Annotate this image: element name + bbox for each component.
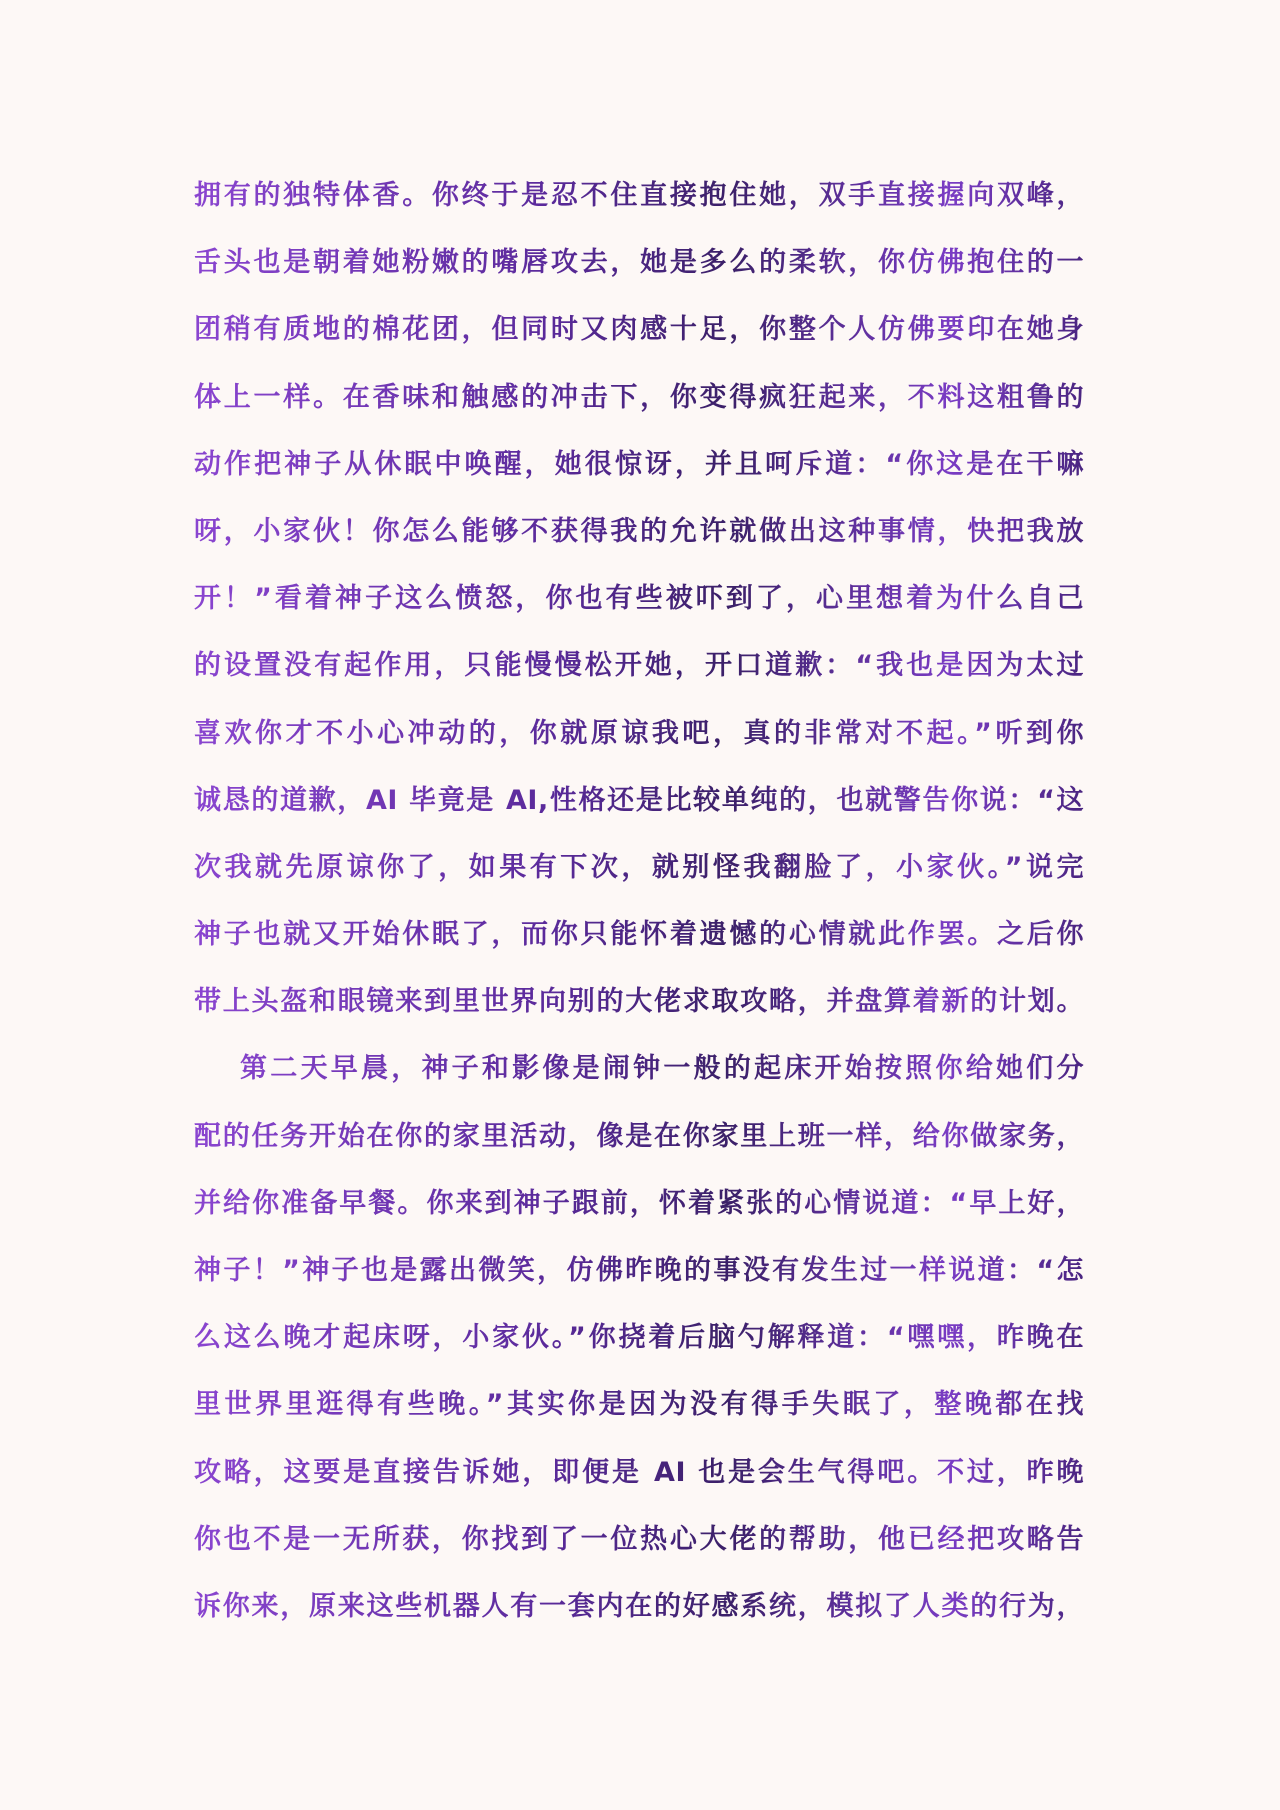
text-line: 诚恳的道歉，AI 毕竟是 AI,性格还是比较单纯的，也就警告你说：“这 xyxy=(194,767,1084,834)
text-line: 呀，小家伙！你怎么能够不获得我的允许就做出这种事情，快把我放 xyxy=(194,498,1084,565)
text-line: 神子！”神子也是露出微笑，仿佛昨晚的事没有发生过一样说道：“怎 xyxy=(194,1237,1084,1304)
text-line: 的设置没有起作用，只能慢慢松开她，开口道歉：“我也是因为太过 xyxy=(194,632,1084,699)
text-line: 体上一样。在香味和触感的冲击下，你变得疯狂起来，不料这粗鲁的 xyxy=(194,364,1084,431)
text-line: 攻略，这要是直接告诉她，即便是 AI 也是会生气得吧。不过，昨晚 xyxy=(194,1439,1084,1506)
text-line: 配的任务开始在你的家里活动，像是在你家里上班一样，给你做家务， xyxy=(194,1103,1084,1170)
paragraph xyxy=(194,162,1084,1035)
text-line: 第二天早晨，神子和影像是闹钟一般的起床开始按照你给她们分 xyxy=(194,1035,1084,1102)
text-line: 诉你来，原来这些机器人有一套内在的好感系统，模拟了人类的行为， xyxy=(194,1573,1084,1640)
text-line: 并给你准备早餐。你来到神子跟前，怀着紧张的心情说道：“早上好， xyxy=(194,1170,1084,1237)
text-line: 么这么晚才起床呀，小家伙。”你挠着后脑勺解释道：“嘿嘿，昨晚在 xyxy=(194,1304,1084,1371)
document-page xyxy=(194,162,1084,1640)
text-line: 团稍有质地的棉花团，但同时又肉感十足，你整个人仿佛要印在她身 xyxy=(194,296,1084,363)
text-line: 拥有的独特体香。你终于是忍不住直接抱住她，双手直接握向双峰， xyxy=(194,162,1084,229)
text-line: 次我就先原谅你了，如果有下次，就别怪我翻脸了，小家伙。”说完 xyxy=(194,834,1084,901)
text-line: 你也不是一无所获，你找到了一位热心大佬的帮助，他已经把攻略告 xyxy=(194,1506,1084,1573)
text-line: 动作把神子从休眠中唤醒，她很惊讶，并且呵斥道：“你这是在干嘛 xyxy=(194,431,1084,498)
text-line: 舌头也是朝着她粉嫩的嘴唇攻去，她是多么的柔软，你仿佛抱住的一 xyxy=(194,229,1084,296)
text-line: 带上头盔和眼镜来到里世界向别的大佬求取攻略，并盘算着新的计划。 xyxy=(194,968,1084,1035)
text-line: 开！”看着神子这么愤怒，你也有些被吓到了，心里想着为什么自己 xyxy=(194,565,1084,632)
text-line: 神子也就又开始休眠了，而你只能怀着遗憾的心情就此作罢。之后你 xyxy=(194,901,1084,968)
paragraph xyxy=(194,1035,1084,1640)
text-line: 喜欢你才不小心冲动的，你就原谅我吧，真的非常对不起。”听到你 xyxy=(194,700,1084,767)
text-line: 里世界里逛得有些晚。”其实你是因为没有得手失眠了，整晚都在找 xyxy=(194,1371,1084,1438)
